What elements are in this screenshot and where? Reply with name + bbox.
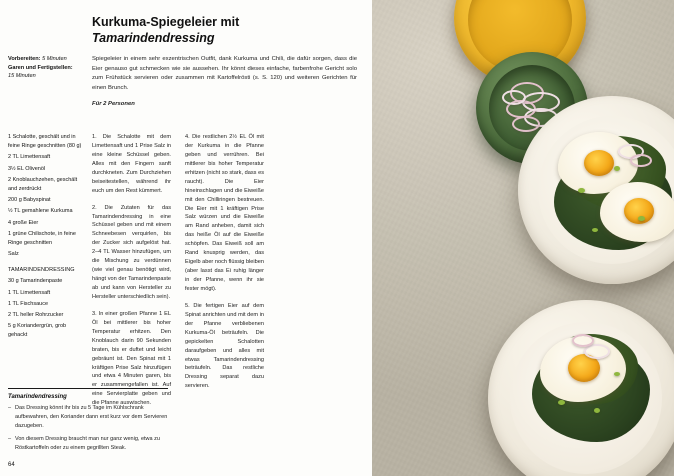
tip-box [8,388,168,458]
prep-value: 5 Minuten [42,56,67,62]
list-item: 3½ EL Olivenöl [8,165,46,172]
step-column-2 [185,133,264,391]
prep-label: Vorbereiten: [8,56,41,62]
serves-note: Für 2 Personen [92,101,135,108]
list-item: ½ TL gemahlene Kurkuma [8,208,73,215]
chili-slice [638,216,645,221]
list-item: 200 g Babyspinat [8,197,51,203]
list-item: 1 grüne Chilischote, in feine Ringe geschnitten [8,230,76,246]
chili-slice [558,400,565,405]
list-item: 30 g Tamarindenpaste [8,278,63,285]
recipe-title-line1: Kurkuma-Spiegeleier mit [92,15,240,29]
step-5: 5. Die fertigen Eier auf dem Spinat anrichten und mit dem in der Pfanne verbliebenen Kurkuma-Öl beträufeln. Die gepickelten Schalotten daraufgeben und alles mit etwas Tamarindendressing beträufeln. Das restliche Dressing separat dazu servieren. [185,302,264,390]
list-item: 1 Schalotte, geschält und in feine Ringe geschnitten (80 g) [8,134,82,149]
prep-times-block [8,55,80,81]
tip-list [8,404,168,453]
page-title [92,14,357,47]
step-3: 3. In einer großen Pfanne 1 EL Öl bei mittlerer bis hoher Temperatur erhitzen. Den Knoblauch darin 90 Sekunden braten, bis er duftet und leicht gebräunt ist. Den Spinat mit 1 kräftigen Prise Salz hinzufügen und etwa 4 Minuten garen, bis er zusammengefallen ist. Auf eine Servierplatte geben und die Pfanne auswischen. [92,310,171,407]
onion-ring [512,116,540,132]
ingredient-list [8,133,82,343]
chili-slice [614,372,620,376]
step-column-1 [92,133,171,408]
recipe-title-line2: Tamarindendressing [92,31,215,46]
tip-item: – Von diesem Dressing braucht man nur ganz wenig, etwa zu Röstkartoffeln oder zu einem gegrillten Steak. [8,435,168,453]
list-item: 2 TL heller Rohrzucker [8,312,64,319]
egg-yolk [584,150,614,176]
list-item: 1 TL Fischsauce [8,300,49,307]
intro-text: Spiegeleier in einem sehr exzentrischen Outfit, dank Kurkuma und Chili, die dafür sorgen, dass die Eier genauso gut schmecken wie sie aussehen. Ihr könnt dieses einfache, farbenfrohe Gericht solo zum Frühstück servieren oder zusammen mit Kartoffelrösti (s. S. 120) und weiteren Gerichten für einen Brunch. [92,56,357,91]
chili-slice [594,408,600,413]
step-4: 4. Die restlichen 2½ EL Öl mit der Kurkuma in die Pfanne geben und verrühren. Bei mittlerer bis hoher Temperatur erhitzen (nicht so stark, dass es raucht). Die Eier hineinschlagen und die Eiweiße mit den Chilliringen bestreuen. Die Eier mit 1 kräftigen Prise Salz würzen und die Eiweiße am Rand anheben, damit sich das heiße Öl auf die Eiweiße schöpfen. Das Eiweiß soll am Rand knusprig werden, das Eigelb aber noch flüssig bleiben (aber lasst das Ei ruhig länger in der Pfanne, wenn ihr sie fester mögt). [185,134,264,292]
list-item: 4 große Eier [8,219,39,226]
chili-slice [592,228,598,232]
list-item: 2 Knoblauchzehen, geschält and zerdrückt [8,176,78,192]
page-number: 64 [8,462,15,468]
recipe-intro [92,55,357,110]
chili-slice [614,166,620,171]
onion-ring [572,334,594,347]
step-1: 1. Die Schalotte mit dem Limettensaft und 1 Prise Salz in eine kleine Schüssel geben. Alles mit den Fingern sanft durchkneten. Zum Durchziehen beiseitestellen, während ihr euch um den Rest kümmert. [92,134,171,194]
tip-item: – Das Dressing könnt ihr bis zu 5 Tage im Kühlschrank aufbewahren, den Koriander dann erst kurz vor dem Servieren dazugeben. [8,404,168,430]
list-item: 1 TL Limettensaft [8,289,51,296]
onion-ring [630,154,652,167]
list-item: 2 TL Limettensaft [8,154,51,161]
dressing-heading: TAMARINDENDRESSING [8,267,75,273]
recipe-photo [372,0,674,476]
cook-value: 15 Minuten [8,73,36,80]
tip-heading: Tamarindendressing [8,394,67,400]
list-item: Salz [8,251,19,258]
list-item: 5 g Koriandergrün, grob gehackt [8,323,67,339]
onion-ring [502,90,526,105]
cook-label: Garen und Fertigstellen: [8,64,73,71]
fried-egg [600,182,674,242]
step-2: 2. Die Zutaten für das Tamarindendressing in eine Schüssel geben und mit einem Schneebesen verquirlen, bis der Zucker sich aufgelöst hat. 2–4 TL Wasser hinzufügen, um die Mischung zu verdünnen (wie viel genau benötigt wird, hängt von der Tamarindenpaste ab und kann von Hersteller zu Hersteller unterschiedlich sein). [92,204,171,300]
chili-slice [578,188,585,193]
